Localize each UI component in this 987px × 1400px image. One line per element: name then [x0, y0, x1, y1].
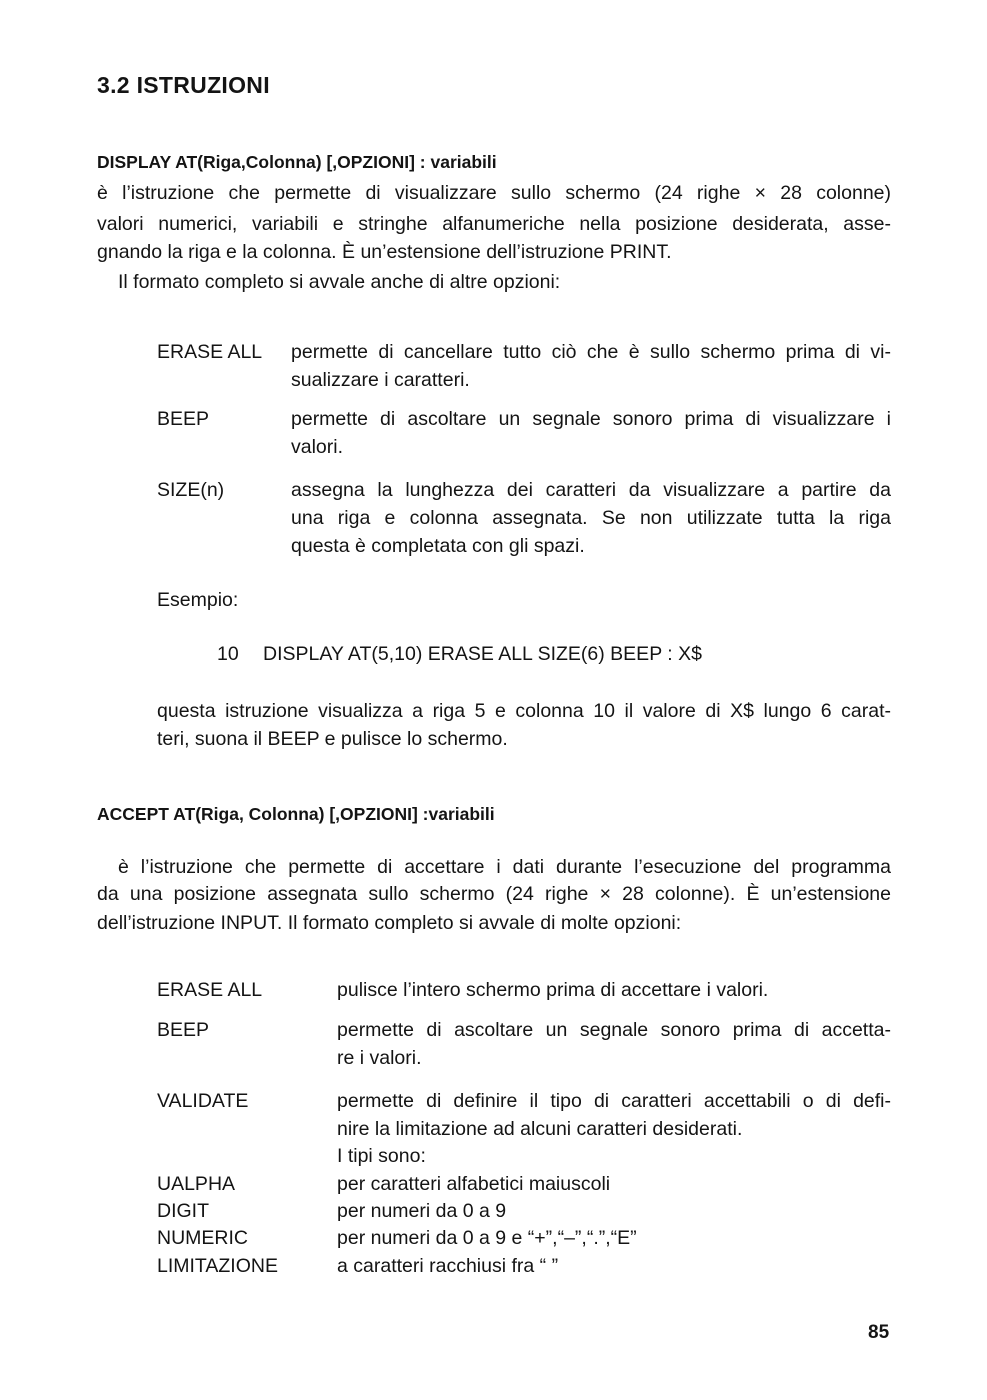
type-term: LIMITAZIONE: [157, 1255, 278, 1277]
display-intro-line: gnando la riga e la colonna. È un’estensione dell’istruzione PRINT.: [97, 241, 672, 263]
option-term: ERASE ALL: [157, 341, 263, 363]
option-desc-line: permette di definire il tipo di caratteri accettabili o di defi-: [337, 1090, 891, 1112]
type-desc: per numeri da 0 a 9: [337, 1200, 507, 1222]
type-term: DIGIT: [157, 1200, 209, 1222]
accept-heading: ACCEPT AT(Riga, Colonna) [,OPZIONI] :variabili: [97, 804, 495, 824]
option-term: BEEP: [157, 1019, 210, 1041]
option-term: ERASE ALL: [157, 979, 263, 1001]
option-desc-line: permette di ascoltare un segnale sonoro prima di accetta-: [337, 1019, 891, 1041]
type-desc: per caratteri alfabetici maiuscoli: [337, 1173, 611, 1195]
option-term: SIZE(n): [157, 479, 225, 501]
display-intro-line: Il formato completo si avvale anche di altre opzioni:: [118, 271, 561, 293]
page-number: 85: [868, 1322, 890, 1343]
example-line-number: 10: [217, 643, 239, 665]
display-heading: DISPLAY AT(Riga,Colonna) [,OPZIONI] : variabili: [97, 152, 497, 172]
option-desc-line: una riga e colonna assegnata. Se non utilizzate tutta la riga: [291, 507, 891, 529]
type-term: UALPHA: [157, 1173, 236, 1195]
type-desc: per numeri da 0 a 9 e “+”,“–”,“.”,“E”: [337, 1227, 637, 1249]
section-title: 3.2 ISTRUZIONI: [97, 72, 270, 98]
option-term: VALIDATE: [157, 1090, 249, 1112]
type-desc: a caratteri racchiusi fra “ ”: [337, 1255, 559, 1277]
example-desc-line: teri, suona il BEEP e pulisce lo schermo.: [157, 728, 508, 750]
example-code: DISPLAY AT(5,10) ERASE ALL SIZE(6) BEEP : X$: [263, 643, 702, 665]
accept-intro-line: da una posizione assegnata sullo schermo (24 righe × 28 colonne). È un’estensione: [97, 883, 891, 905]
option-desc-line: assegna la lunghezza dei caratteri da visualizzare a partire da: [291, 479, 891, 501]
example-label: Esempio:: [157, 589, 239, 611]
option-desc-line: re i valori.: [337, 1047, 422, 1069]
option-desc-line: questa è completata con gli spazi.: [291, 535, 585, 557]
option-desc-line: permette di ascoltare un segnale sonoro prima di visualizzare i: [291, 408, 891, 430]
example-desc-line: questa istruzione visualizza a riga 5 e colonna 10 il valore di X$ lungo 6 carat-: [157, 700, 891, 722]
option-desc-line: sualizzare i caratteri.: [291, 369, 470, 391]
display-intro-line: valori numerici, variabili e stringhe alfanumeriche nella posizione desiderata, asse-: [97, 213, 891, 235]
accept-intro-line: dell’istruzione INPUT. Il formato completo si avvale di molte opzioni:: [97, 912, 682, 934]
option-desc-line: I tipi sono:: [337, 1145, 426, 1167]
option-desc-line: nire la limitazione ad alcuni caratteri desiderati.: [337, 1118, 743, 1140]
accept-intro-line: è l’istruzione che permette di accettare i dati durante l’esecuzione del programma: [118, 856, 891, 878]
option-desc-line: permette di cancellare tutto ciò che è sullo schermo prima di vi-: [291, 341, 891, 363]
option-desc-line: valori.: [291, 436, 344, 458]
display-intro-line: è l’istruzione che permette di visualizzare sullo schermo (24 righe × 28 colonne): [97, 182, 891, 204]
type-term: NUMERIC: [157, 1227, 248, 1249]
option-term: BEEP: [157, 408, 210, 430]
option-desc-line: pulisce l’intero schermo prima di accettare i valori.: [337, 979, 769, 1001]
